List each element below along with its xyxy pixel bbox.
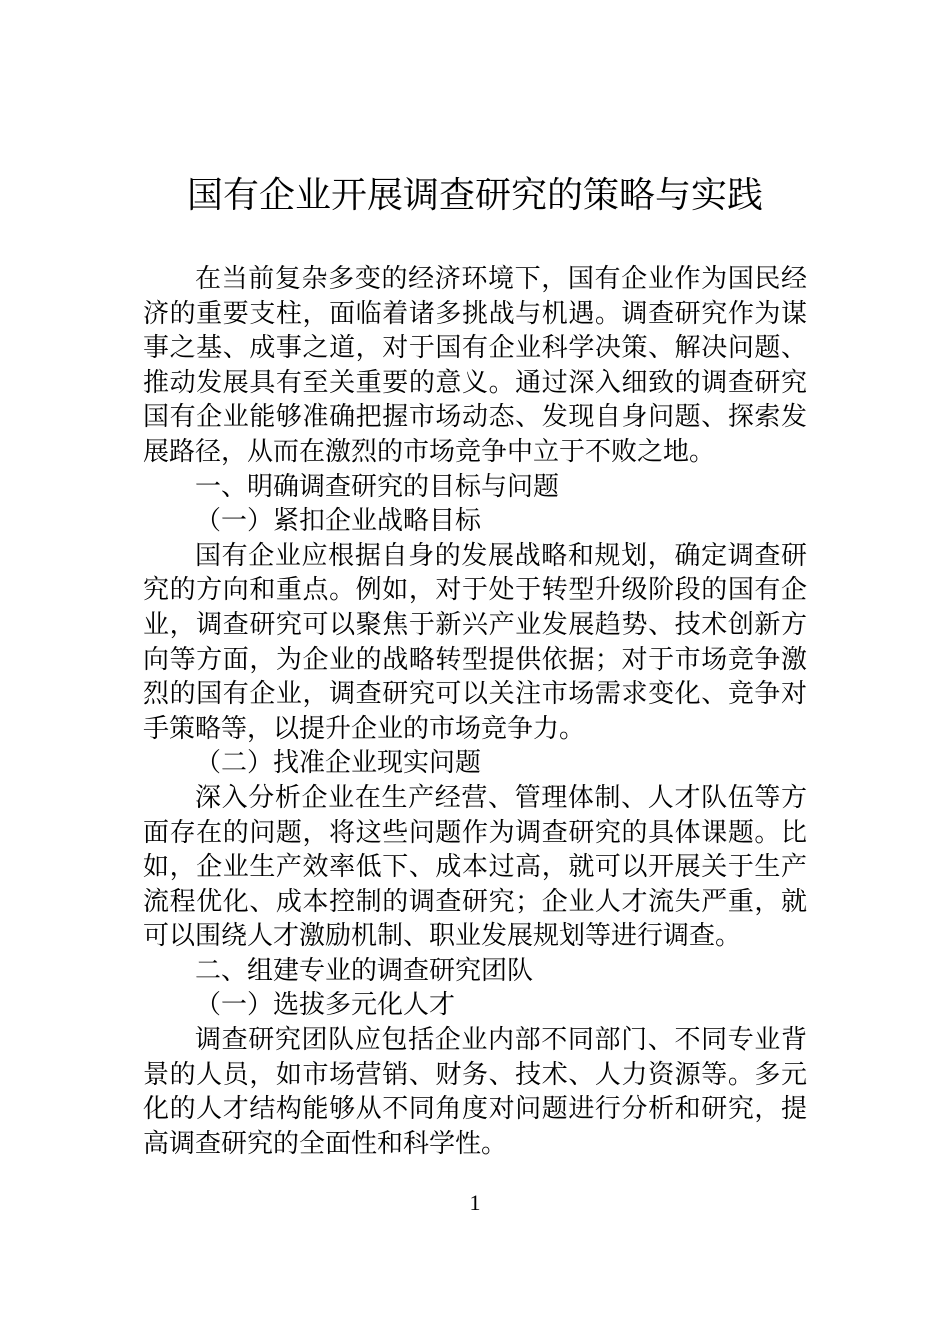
body-paragraph: 调查研究团队应包括企业内部不同部门、不同专业背景的人员，如市场营销、财务、技术、人力资源等。多元化的人才结构能够从不同角度对问题进行分析和研究，提高调查研究的全面性和科学性。 <box>143 1025 807 1159</box>
subsection-heading-2-1: （一）选拔多元化人才 <box>195 990 456 1021</box>
page-number: 1 <box>469 1190 481 1215</box>
document-title: 国有企业开展调查研究的策略与实践 <box>186 175 763 216</box>
section-heading-2: 二、组建专业的调查研究团队 <box>195 955 534 986</box>
document-body <box>143 262 807 1161</box>
section-heading-1: 一、明确调查研究的目标与问题 <box>195 471 560 502</box>
body-paragraph: 深入分析企业在生产经营、管理体制、人才队伍等方面存在的问题，将这些问题作为调查研究的具体课题。比如，企业生产效率低下、成本过高，就可以开展关于生产流程优化、成本控制的调查研究；企业人才流失严重，就可以围绕人才激励机制、职业发展规划等进行调查。 <box>143 782 807 952</box>
subsection-heading-1-2: （二）找准企业现实问题 <box>195 748 482 779</box>
subsection-heading-1-1: （一）紧扣企业战略目标 <box>195 506 482 537</box>
body-paragraph: 国有企业应根据自身的发展战略和规划，确定调查研究的方向和重点。例如，对于处于转型升级阶段的国有企业，调查研究可以聚焦于新兴产业发展趋势、技术创新方向等方面，为企业的战略转型提供依据；对于市场竞争激烈的国有企业，调查研究可以关注市场需求变化、竞争对手策略等，以提升企业的市场竞争力。 <box>143 540 807 744</box>
intro-paragraph: 在当前复杂多变的经济环境下，国有企业作为国民经济的重要支柱，面临着诸多挑战与机遇。调查研究作为谋事之基、成事之道，对于国有企业科学决策、解决问题、推动发展具有至关重要的意义。通过深入细致的调查研究国有企业能够准确把握市场动态、发现自身问题、探索发展路径，从而在激烈的市场竞争中立于不败之地。 <box>143 264 807 467</box>
